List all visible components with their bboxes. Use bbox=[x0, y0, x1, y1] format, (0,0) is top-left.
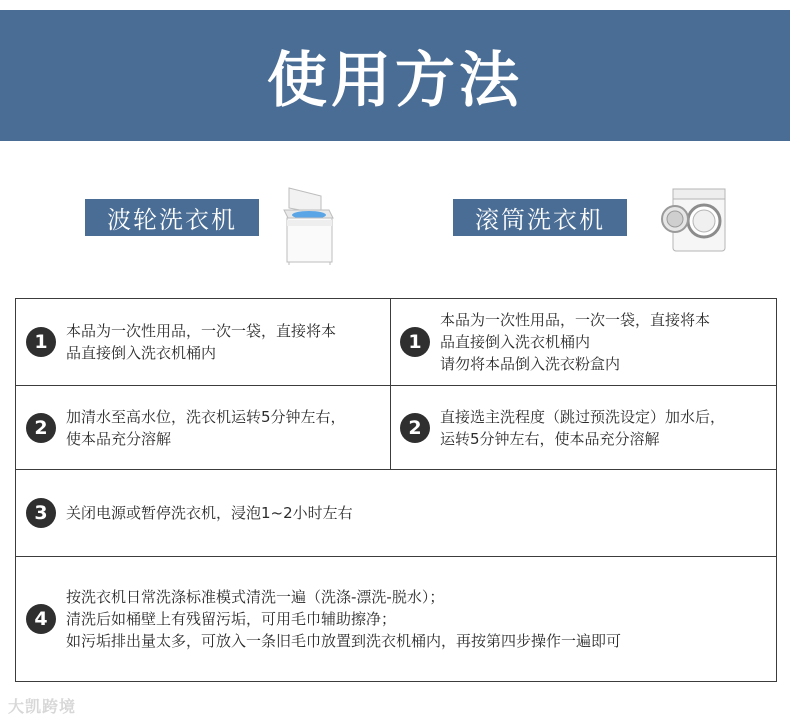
step-number-badge: 4 bbox=[26, 604, 56, 634]
front-load-washer-icon bbox=[657, 187, 729, 257]
page-title: 使用方法 bbox=[267, 45, 523, 116]
step-number-badge: 3 bbox=[26, 498, 56, 528]
step-text: 关闭电源或暂停洗衣机，浸泡1~2小时左右 bbox=[66, 504, 353, 522]
step-text: 按洗衣机日常洗涤标准模式清洗一遍（洗涤-漂洗-脱水）； 清洗后如桶壁上有残留污垢，可用毛巾辅助擦净； 如污垢排出量太多，可放入一条旧毛巾放置到洗衣机桶内，再按第四步操作一遍即可 bbox=[66, 588, 622, 650]
step-2-top-load bbox=[26, 386, 386, 469]
step-text: 直接选主洗程度（跳过预洗设定）加水后， 运转5分钟左右，使本品充分溶解 bbox=[440, 407, 726, 448]
column-divider bbox=[390, 299, 391, 469]
top-load-washer-icon bbox=[281, 186, 335, 266]
step-text: 本品为一次性用品，一次一袋，直接将本 品直接倒入洗衣机桶内 请勿将本品倒入洗衣粉盒内 bbox=[440, 311, 711, 373]
step-2-front-load bbox=[400, 386, 776, 469]
step-number-badge: 1 bbox=[26, 327, 56, 357]
watermark: 大凯跨境 bbox=[8, 697, 77, 716]
top-load-washer-label: 波轮洗衣机 bbox=[85, 199, 259, 236]
front-load-washer-label: 滚筒洗衣机 bbox=[453, 199, 627, 236]
instructions-table bbox=[15, 298, 777, 682]
step-text: 本品为一次性用品，一次一袋，直接将本 品直接倒入洗衣机桶内 bbox=[66, 322, 337, 362]
step-text: 加清水至高水位，洗衣机运转5分钟左右， 使本品充分溶解 bbox=[66, 407, 346, 448]
step-number-badge: 1 bbox=[400, 327, 430, 357]
step-4 bbox=[26, 557, 766, 681]
step-number-badge: 2 bbox=[400, 413, 430, 443]
step-3 bbox=[26, 470, 766, 556]
step-number-badge: 2 bbox=[26, 413, 56, 443]
step-1-top-load bbox=[26, 299, 386, 385]
step-1-front-load bbox=[400, 299, 776, 385]
header-banner bbox=[0, 10, 790, 141]
